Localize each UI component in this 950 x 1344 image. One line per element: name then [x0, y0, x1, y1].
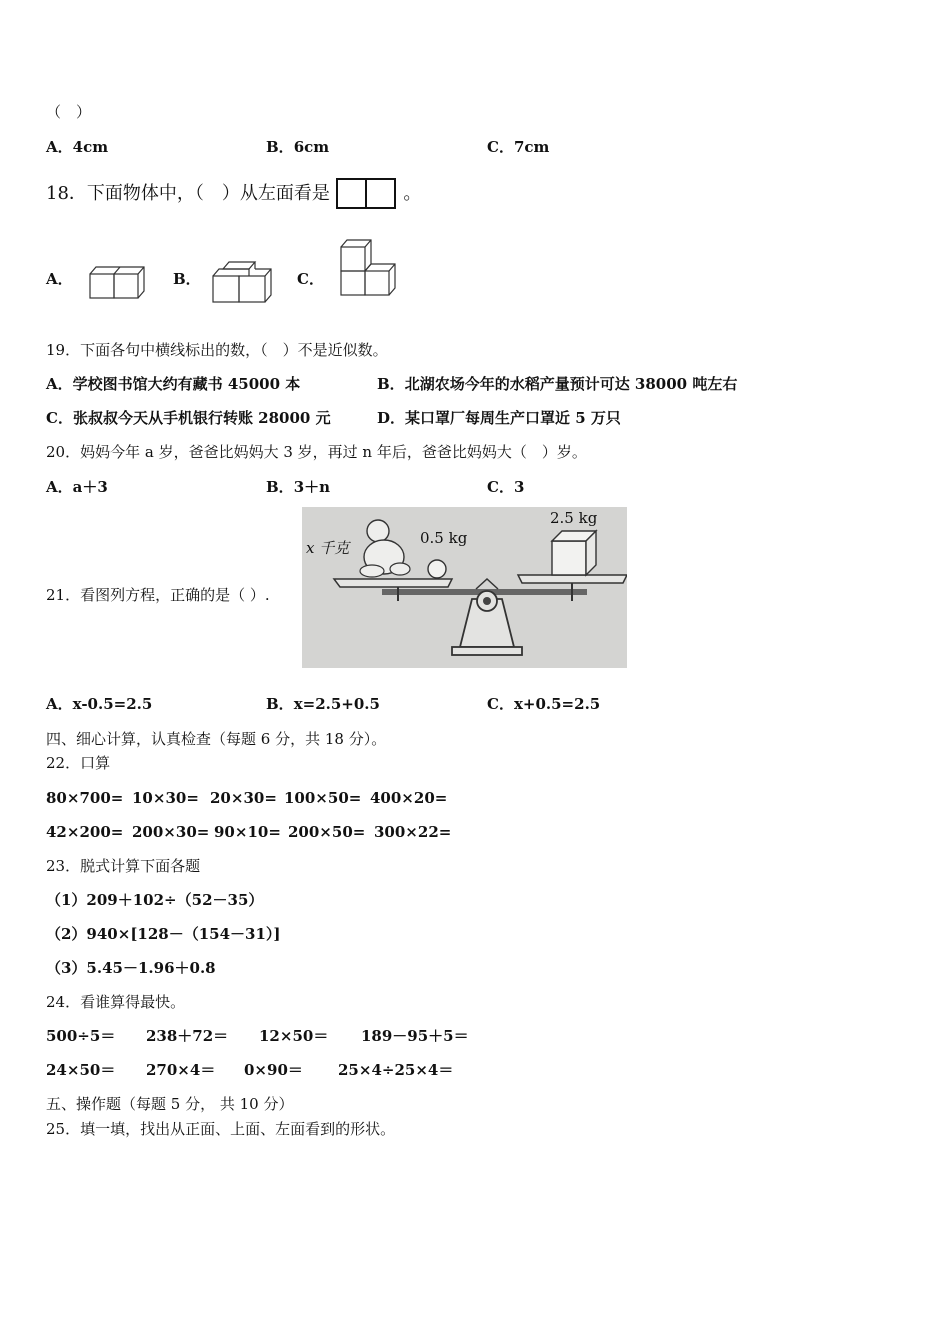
q22-r2-c5: 300×22= — [374, 823, 452, 841]
q24-r1-c3: 12×50＝ — [259, 1027, 329, 1045]
section-4-title: 四、细心计算，认真检查（每题 6 分，共 18 分）。 — [46, 730, 387, 748]
q19-option-b: B．北湖农场今年的水稻产量预计可达 38000 吨左右 — [377, 375, 738, 393]
q24-r2-c1: 24×50＝ — [46, 1061, 116, 1079]
q25-stem: 25．填一填，找出从正面、上面、左面看到的形状。 — [46, 1120, 396, 1138]
q19-option-d: D．某口罩厂每周生产口罩近 5 万只 — [377, 409, 621, 427]
q22-r2-c3: 90×10= — [214, 823, 281, 841]
q22-r2-c1: 42×200= — [46, 823, 124, 841]
q18-option-a-label: A． — [46, 270, 73, 288]
q22-r2-c4: 200×50= — [288, 823, 366, 841]
q22-r1-c2: 10×30= — [132, 789, 199, 807]
q19-option-a: A．学校图书馆大约有藏书 45000 本 — [46, 375, 301, 393]
scale-left-label: x 千克 — [306, 539, 350, 557]
q22-r1-c4: 100×50= — [284, 789, 362, 807]
q24-stem: 24．看谁算得最快。 — [46, 993, 186, 1011]
q20-option-b: B．3＋n — [266, 478, 331, 496]
scale-mid-label: 0.5 kg — [420, 529, 468, 547]
q24-r2-c3: 0×90＝ — [244, 1061, 303, 1079]
q22-r2-c2: 200×30= — [132, 823, 210, 841]
q21-option-c: C．x+0.5=2.5 — [487, 695, 601, 713]
q19-stem: 19．下面各句中横线标出的数，（ ）不是近似数。 — [46, 341, 388, 359]
q23-stem: 23．脱式计算下面各题 — [46, 857, 201, 875]
balance-scale-photo — [302, 507, 627, 668]
q21-stem: 21．看图列方程，正确的是（ ）. — [46, 586, 270, 604]
q22-r1-c1: 80×700= — [46, 789, 124, 807]
q17-option-c: C．7cm — [487, 138, 550, 156]
q17-paren: （ ） — [46, 103, 92, 121]
q18-option-b-cubes-figure — [209, 258, 273, 304]
q24-r1-c4: 189－95＋5＝ — [361, 1027, 469, 1045]
q23-item-1: （1）209＋102÷（52－35） — [46, 891, 264, 909]
q24-r1-c2: 238＋72＝ — [146, 1027, 229, 1045]
q18-option-c-cubes-figure — [337, 237, 399, 301]
q22-r1-c5: 400×20= — [370, 789, 448, 807]
q19-option-c: C．张叔叔今天从手机银行转账 28000 元 — [46, 409, 331, 427]
q18-option-a-cubes-figure — [86, 262, 146, 302]
q22-stem: 22．口算 — [46, 754, 111, 772]
q21-option-a: A．x-0.5=2.5 — [46, 695, 153, 713]
q23-item-3: （3）5.45－1.96＋0.8 — [46, 959, 216, 977]
q22-r1-c3: 20×30= — [210, 789, 277, 807]
q24-r2-c4: 25×4÷25×4＝ — [338, 1061, 454, 1079]
q20-option-c: C．3 — [487, 478, 525, 496]
q17-option-b: B．6cm — [266, 138, 330, 156]
q18-option-b-label: B． — [173, 270, 201, 288]
q20-option-a: A．a＋3 — [46, 478, 108, 496]
q18-stem: 18．下面物体中，（ ）从左面看是 。 — [46, 178, 421, 210]
q24-r1-c1: 500÷5＝ — [46, 1027, 116, 1045]
q17-option-a: A．4cm — [46, 138, 109, 156]
q18-option-c-label: C． — [297, 270, 324, 288]
q20-stem: 20．妈妈今年 a 岁，爸爸比妈妈大 3 岁，再过 n 年后，爸爸比妈妈大（ ）岁。 — [46, 443, 587, 461]
scale-right-label: 2.5 kg — [550, 509, 598, 527]
left-view-shape-icon — [336, 178, 398, 210]
q21-option-b: B．x=2.5+0.5 — [266, 695, 380, 713]
section-5-title: 五、操作题（每题 5 分， 共 10 分） — [46, 1095, 294, 1113]
q24-r2-c2: 270×4＝ — [146, 1061, 216, 1079]
q23-item-2: （2）940×[128－（154－31）] — [46, 925, 281, 943]
